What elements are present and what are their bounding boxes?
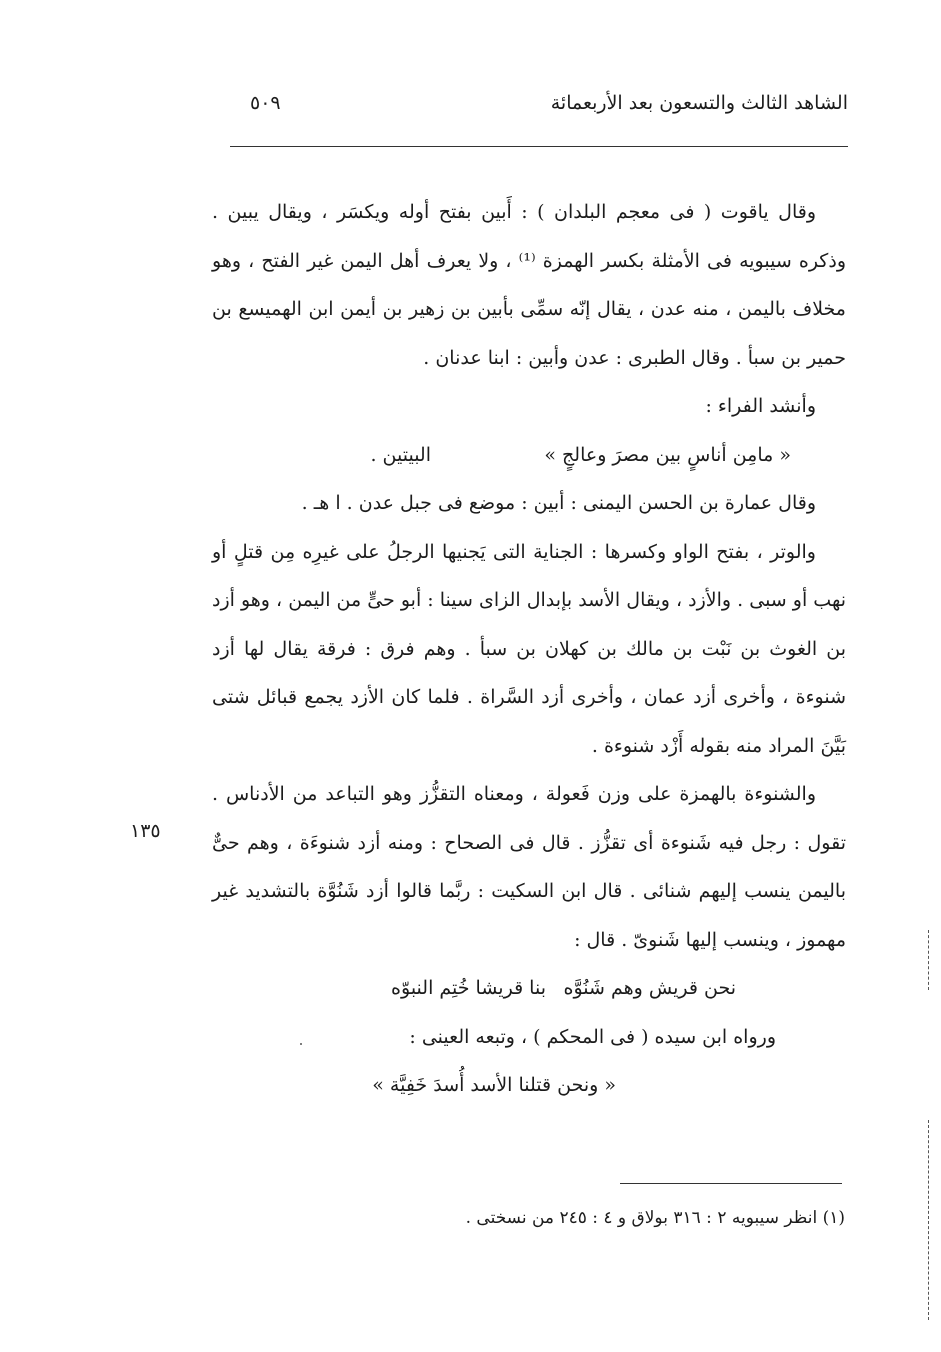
page-number: ٥٠٩ [250,92,281,114]
scan-margin-mark [928,1120,929,1320]
margin-line-number: ١٣٥ [130,820,161,842]
paragraph-umara: وقال عمارة بن الحسن اليمنى : أبين : موضع فى جبل عدن . ا هـ . [301,492,816,514]
header-divider [230,146,848,147]
verse-1-hemistich: « مامِن أناسٍ بين مصرَ وعالجٍ » [544,443,791,466]
verse-line-1 [212,431,846,480]
verse-line-2 [212,964,846,1013]
scan-speck [300,1043,302,1045]
running-title: الشاهد الثالث والتسعون بعد الأربعمائة [550,92,848,114]
page-header [230,92,848,128]
scan-margin-mark [928,930,929,990]
verse-2-second-hemistich: بنا قريشا خُتِم النبوّه [391,977,546,999]
footnote-divider [620,1183,842,1184]
verse-1-note: البيتين . [370,443,431,466]
footnote: (١) انظر سيبويه ٢ : ٣١٦ بولاق و ٤ : ٢٤٥ من نسختى . [465,1208,845,1228]
verse-2-first-hemistich: نحن قريش وهم شَنُوَّه [563,977,736,999]
main-text [212,188,846,1110]
verse-line-3: « ونحن قتلنا الأسد أُسدَ خَفِيَّة » [372,1074,616,1096]
paragraph-witr: والوتر ، بفتح الواو وكسرها : الجناية التى يَجنيها الرجلُ على غيرِه مِن قتلٍ أو نهب أو سبى . والأزد ، ويقال الأسد بإبدال الزاى سينا : أبو حىٍّ من اليمن ، وهو أزد بن الغوث بن نَبْت بن مالك بن كهلان بن سبأ . وهم فرق : فرقة يقال لها أزد شنوءة ، وأخرى أزد عمان ، وأخرى أزد السَّراة . فلما كان الأزد يجمع قبائل شتى بَيَّنَ المراد منه بقوله أَزْد شنوءة . [212,540,846,757]
paragraph-shanuua: والشنوءة بالهمزة على وزن فَعولة ، ومعناه التقزُّز وهو التباعد من الأدناس . تقول : رجل فيه شَنوءة أى تقزُّز . قال فى الصحاح : ومنه أزد شنوءَة ، وهم حىٌّ باليمن ينسب إليهم شنائى . قال ابن السكيت : ربَّما قالوا أزد شَنُوَّة بالتشديد غير مهموز ، وينسب إليها شَنوىّ . قال : [212,783,846,951]
paragraph-ibn-sida: ورواه ابن سيده ( فى المحكم ) ، وتبعه العينى : [409,1025,776,1048]
paragraph-farra: وأنشد الفراء : [705,395,816,417]
paragraph-yaqut: وقال ياقوت ( فى معجم البلدان ) : أَبين بفتح أوله ويكسَر ، ويقال يبين . وذكره سيبويه فى الأمثلة بكسر الهمزة ⁽¹⁾ ، ولا يعرف أهل اليمن غير الفتح ، وهو مخلاف باليمن ، منه عدن ، يقال إنّه سمِّى بأبين بن زهير بن أيمن ابن الهميسع بن حمير بن سبأ . وقال الطبرى : عدن وأبين : ابنا عدنان . [212,201,846,369]
